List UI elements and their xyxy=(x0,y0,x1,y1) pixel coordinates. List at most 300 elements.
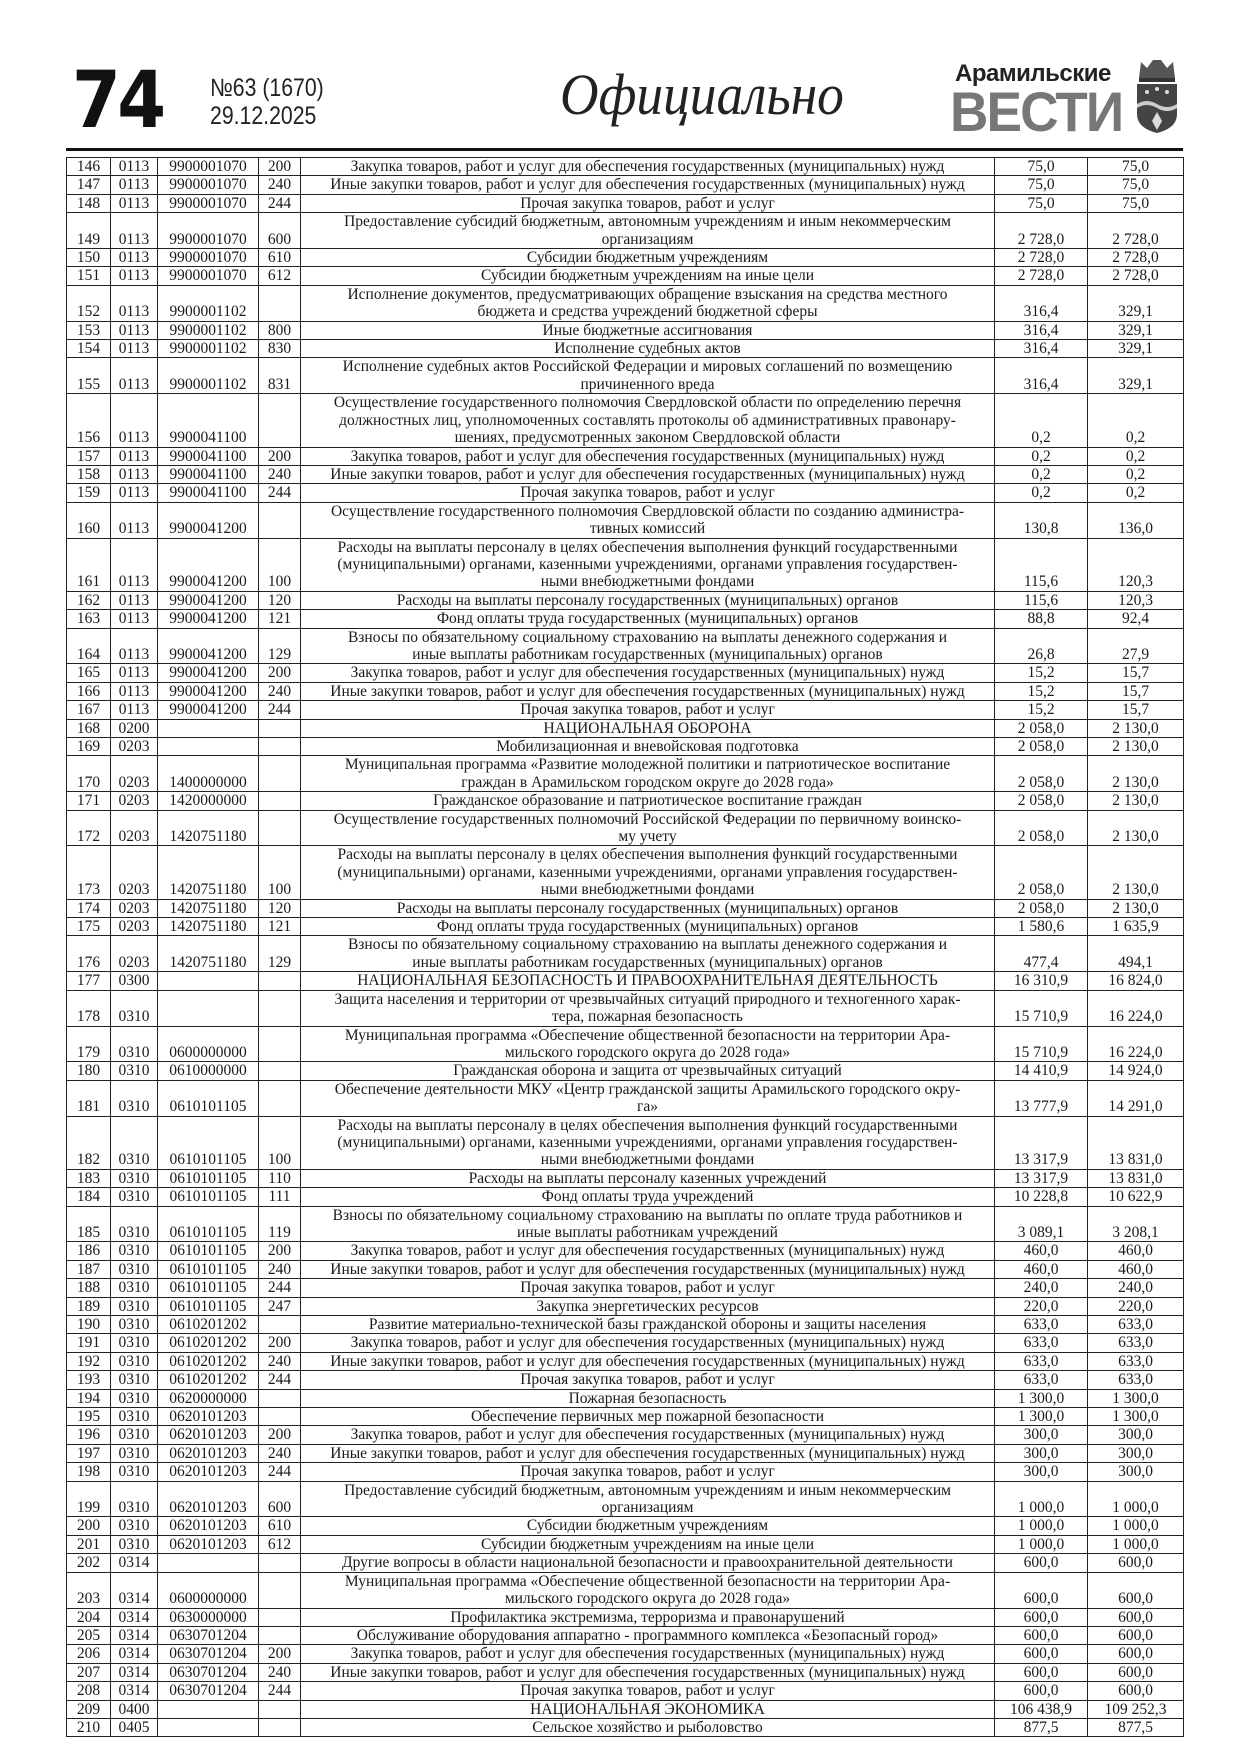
row-number: 161 xyxy=(67,538,111,591)
amount-year-2: 600,0 xyxy=(1088,1682,1184,1700)
table-row xyxy=(67,321,1184,339)
target-code: 9900041200 xyxy=(158,664,259,682)
row-number: 146 xyxy=(67,158,111,176)
description: Расходы на выплаты персоналу в целях обеспечения выполнения функций государственными (муниципальными) органами, казенными учреждениями, органами управления государствен- ными внебюджетными фондами xyxy=(301,846,995,899)
section-code: 0113 xyxy=(111,610,158,628)
description: Прочая закупка товаров, работ и услуг xyxy=(301,1682,995,1700)
table-row xyxy=(67,1444,1184,1462)
table-row xyxy=(67,1316,1184,1334)
description: Прочая закупка товаров, работ и услуг xyxy=(301,1463,995,1481)
row-number: 196 xyxy=(67,1426,111,1444)
expense-type: 129 xyxy=(259,628,301,664)
expense-type xyxy=(259,1026,301,1062)
target-code: 9900001070 xyxy=(158,213,259,249)
amount-year-1: 460,0 xyxy=(995,1242,1088,1260)
expense-type: 830 xyxy=(259,340,301,358)
description: Иные бюджетные ассигнования xyxy=(301,321,995,339)
amount-year-1: 1 300,0 xyxy=(995,1408,1088,1426)
target-code: 9900001102 xyxy=(158,321,259,339)
target-code: 9900041200 xyxy=(158,502,259,538)
amount-year-1: 300,0 xyxy=(995,1426,1088,1444)
section-code: 0113 xyxy=(111,176,158,194)
target-code xyxy=(158,972,259,990)
target-code: 0610101105 xyxy=(158,1279,259,1297)
table-row xyxy=(67,701,1184,719)
table-row xyxy=(67,1408,1184,1426)
target-code: 1420751180 xyxy=(158,899,259,917)
table-row xyxy=(67,591,1184,609)
section-code: 0310 xyxy=(111,1334,158,1352)
section-code: 0314 xyxy=(111,1608,158,1626)
row-number: 147 xyxy=(67,176,111,194)
description: Фонд оплаты труда государственных (муниципальных) органов xyxy=(301,918,995,936)
expense-type: 200 xyxy=(259,1426,301,1444)
description: Муниципальная программа «Развитие молодежной политики и патриотическое воспитание граждан в Арамильском городском округе до 2028 года» xyxy=(301,756,995,792)
amount-year-1: 15,2 xyxy=(995,701,1088,719)
row-number: 209 xyxy=(67,1700,111,1718)
expense-type: 240 xyxy=(259,1663,301,1681)
target-code: 1420751180 xyxy=(158,810,259,846)
table-row xyxy=(67,1188,1184,1206)
amount-year-2: 600,0 xyxy=(1088,1626,1184,1644)
section-code: 0310 xyxy=(111,1297,158,1315)
amount-year-2: 27,9 xyxy=(1088,628,1184,664)
row-number: 199 xyxy=(67,1481,111,1517)
table-row xyxy=(67,465,1184,483)
table-row xyxy=(67,1718,1184,1736)
table-row xyxy=(67,158,1184,176)
amount-year-2: 16 224,0 xyxy=(1088,990,1184,1026)
row-number: 189 xyxy=(67,1297,111,1315)
description: Муниципальная программа «Обеспечение общественной безопасности на территории Ара- мильского городского округа до 2028 года» xyxy=(301,1026,995,1062)
target-code xyxy=(158,738,259,756)
target-code: 0610101105 xyxy=(158,1188,259,1206)
description: Прочая закупка товаров, работ и услуг xyxy=(301,701,995,719)
table-row xyxy=(67,1116,1184,1169)
amount-year-1: 3 089,1 xyxy=(995,1206,1088,1242)
row-number: 151 xyxy=(67,267,111,285)
section-code: 0310 xyxy=(111,1426,158,1444)
amount-year-1: 600,0 xyxy=(995,1682,1088,1700)
target-code: 0620101203 xyxy=(158,1426,259,1444)
row-number: 200 xyxy=(67,1517,111,1535)
expense-type xyxy=(259,990,301,1026)
description: Обеспечение деятельности МКУ «Центр гражданской защиты Арамильского городского окру- га» xyxy=(301,1080,995,1116)
amount-year-2: 460,0 xyxy=(1088,1260,1184,1278)
expense-type: 111 xyxy=(259,1188,301,1206)
amount-year-1: 2 728,0 xyxy=(995,267,1088,285)
description: Закупка товаров, работ и услуг для обеспечения государственных (муниципальных) нужд xyxy=(301,1645,995,1663)
expense-type xyxy=(259,756,301,792)
expense-type: 244 xyxy=(259,1371,301,1389)
table-row xyxy=(67,1517,1184,1535)
expense-type xyxy=(259,1062,301,1080)
table-row xyxy=(67,1481,1184,1517)
target-code: 9900041200 xyxy=(158,591,259,609)
amount-year-1: 240,0 xyxy=(995,1279,1088,1297)
section-code: 0310 xyxy=(111,1352,158,1370)
description: Предоставление субсидий бюджетным, автономным учреждениям и иным некоммерческим организациям xyxy=(301,213,995,249)
row-number: 169 xyxy=(67,738,111,756)
row-number: 158 xyxy=(67,465,111,483)
amount-year-1: 460,0 xyxy=(995,1260,1088,1278)
target-code: 0620000000 xyxy=(158,1389,259,1407)
amount-year-2: 2 130,0 xyxy=(1088,810,1184,846)
table-row xyxy=(67,738,1184,756)
header-rule xyxy=(66,148,1183,151)
section-code: 0310 xyxy=(111,1481,158,1517)
table-row xyxy=(67,340,1184,358)
description: Закупка энергетических ресурсов xyxy=(301,1297,995,1315)
amount-year-2: 2 130,0 xyxy=(1088,719,1184,737)
table-row xyxy=(67,447,1184,465)
table-row xyxy=(67,194,1184,212)
section-code: 0203 xyxy=(111,756,158,792)
expense-type: 800 xyxy=(259,321,301,339)
target-code: 9900001102 xyxy=(158,340,259,358)
amount-year-1: 300,0 xyxy=(995,1463,1088,1481)
target-code: 0610201202 xyxy=(158,1334,259,1352)
amount-year-2: 2 130,0 xyxy=(1088,756,1184,792)
description: Осуществление государственного полномочия Свердловской области по определению перечня должностных лиц, уполномоченных составлять протоколы об административных правонару- шениях, предусмотренных законом Свердловской области xyxy=(301,394,995,447)
amount-year-2: 633,0 xyxy=(1088,1352,1184,1370)
table-row xyxy=(67,719,1184,737)
row-number: 155 xyxy=(67,358,111,394)
section-code: 0113 xyxy=(111,394,158,447)
description: Расходы на выплаты персоналу в целях обеспечения выполнения функций государственными (муниципальными) органами, казенными учреждениями, органами управления государствен- ными внебюджетными фондами xyxy=(301,538,995,591)
section-code: 0310 xyxy=(111,1242,158,1260)
amount-year-1: 2 058,0 xyxy=(995,738,1088,756)
row-number: 180 xyxy=(67,1062,111,1080)
amount-year-2: 633,0 xyxy=(1088,1334,1184,1352)
row-number: 208 xyxy=(67,1682,111,1700)
section-code: 0314 xyxy=(111,1682,158,1700)
section-code: 0300 xyxy=(111,972,158,990)
section-code: 0113 xyxy=(111,664,158,682)
expense-type: 129 xyxy=(259,936,301,972)
amount-year-2: 1 000,0 xyxy=(1088,1481,1184,1517)
row-number: 171 xyxy=(67,792,111,810)
section-code: 0310 xyxy=(111,1463,158,1481)
amount-year-2: 75,0 xyxy=(1088,194,1184,212)
row-number: 195 xyxy=(67,1408,111,1426)
section-code: 0113 xyxy=(111,158,158,176)
target-code: 0610101105 xyxy=(158,1206,259,1242)
target-code: 0610201202 xyxy=(158,1371,259,1389)
amount-year-1: 600,0 xyxy=(995,1626,1088,1644)
description: Закупка товаров, работ и услуг для обеспечения государственных (муниципальных) нужд xyxy=(301,1426,995,1444)
amount-year-2: 75,0 xyxy=(1088,176,1184,194)
section-code: 0203 xyxy=(111,792,158,810)
target-code: 1420751180 xyxy=(158,918,259,936)
target-code: 0620101203 xyxy=(158,1517,259,1535)
description: Иные закупки товаров, работ и услуг для обеспечения государственных (муниципальных) нужд xyxy=(301,465,995,483)
section-code: 0203 xyxy=(111,899,158,917)
amount-year-2: 877,5 xyxy=(1088,1718,1184,1736)
amount-year-2: 600,0 xyxy=(1088,1554,1184,1572)
description: Обслуживание оборудования аппаратно - программного комплекса «Безопасный город» xyxy=(301,1626,995,1644)
table-row xyxy=(67,792,1184,810)
description: Иные закупки товаров, работ и услуг для обеспечения государственных (муниципальных) нужд xyxy=(301,1352,995,1370)
amount-year-2: 2 728,0 xyxy=(1088,267,1184,285)
amount-year-1: 75,0 xyxy=(995,194,1088,212)
row-number: 157 xyxy=(67,447,111,465)
expense-type: 240 xyxy=(259,682,301,700)
table-row xyxy=(67,213,1184,249)
section-code: 0310 xyxy=(111,1444,158,1462)
row-number: 165 xyxy=(67,664,111,682)
section-code: 0203 xyxy=(111,810,158,846)
amount-year-2: 300,0 xyxy=(1088,1444,1184,1462)
row-number: 185 xyxy=(67,1206,111,1242)
expense-type: 244 xyxy=(259,194,301,212)
table-row xyxy=(67,1062,1184,1080)
expense-type: 240 xyxy=(259,176,301,194)
description: Исполнение документов, предусматривающих обращение взыскания на средства местного бюджета и средства учреждений бюджетной сферы xyxy=(301,285,995,321)
expense-type xyxy=(259,1700,301,1718)
row-number: 167 xyxy=(67,701,111,719)
row-number: 174 xyxy=(67,899,111,917)
section-code: 0113 xyxy=(111,701,158,719)
target-code: 9900041100 xyxy=(158,394,259,447)
amount-year-2: 13 831,0 xyxy=(1088,1116,1184,1169)
amount-year-2: 16 224,0 xyxy=(1088,1026,1184,1062)
expense-type: 612 xyxy=(259,1535,301,1553)
amount-year-1: 88,8 xyxy=(995,610,1088,628)
row-number: 163 xyxy=(67,610,111,628)
table-row xyxy=(67,1371,1184,1389)
target-code: 0630701204 xyxy=(158,1663,259,1681)
expense-type: 240 xyxy=(259,1352,301,1370)
row-number: 203 xyxy=(67,1572,111,1608)
row-number: 198 xyxy=(67,1463,111,1481)
section-code: 0113 xyxy=(111,682,158,700)
table-row xyxy=(67,1535,1184,1553)
amount-year-1: 15 710,9 xyxy=(995,1026,1088,1062)
target-code: 9900041200 xyxy=(158,682,259,700)
amount-year-1: 15,2 xyxy=(995,682,1088,700)
amount-year-1: 1 000,0 xyxy=(995,1517,1088,1535)
row-number: 192 xyxy=(67,1352,111,1370)
table-row xyxy=(67,1572,1184,1608)
amount-year-2: 0,2 xyxy=(1088,394,1184,447)
amount-year-1: 877,5 xyxy=(995,1718,1088,1736)
amount-year-1: 633,0 xyxy=(995,1334,1088,1352)
expense-type xyxy=(259,1316,301,1334)
target-code: 0610201202 xyxy=(158,1352,259,1370)
amount-year-2: 300,0 xyxy=(1088,1426,1184,1444)
amount-year-1: 600,0 xyxy=(995,1572,1088,1608)
target-code xyxy=(158,1554,259,1572)
amount-year-2: 240,0 xyxy=(1088,1279,1184,1297)
amount-year-2: 136,0 xyxy=(1088,502,1184,538)
table-row xyxy=(67,285,1184,321)
amount-year-2: 0,2 xyxy=(1088,447,1184,465)
target-code: 0620101203 xyxy=(158,1535,259,1553)
row-number: 170 xyxy=(67,756,111,792)
row-number: 210 xyxy=(67,1718,111,1736)
section-code: 0203 xyxy=(111,846,158,899)
expense-type xyxy=(259,1389,301,1407)
section-code: 0310 xyxy=(111,990,158,1026)
amount-year-1: 1 000,0 xyxy=(995,1481,1088,1517)
amount-year-1: 0,2 xyxy=(995,484,1088,502)
expense-type: 247 xyxy=(259,1297,301,1315)
coat-of-arms-icon xyxy=(1133,58,1181,134)
description: Муниципальная программа «Обеспечение общественной безопасности на территории Ара- мильского городского округа до 2028 года» xyxy=(301,1572,995,1608)
expense-type: 200 xyxy=(259,1334,301,1352)
amount-year-2: 0,2 xyxy=(1088,465,1184,483)
description: Предоставление субсидий бюджетным, автономным учреждениям и иным некоммерческим организациям xyxy=(301,1481,995,1517)
description: Иные закупки товаров, работ и услуг для обеспечения государственных (муниципальных) нужд xyxy=(301,176,995,194)
table-row xyxy=(67,1426,1184,1444)
expense-type: 240 xyxy=(259,465,301,483)
description: Гражданская оборона и защита от чрезвычайных ситуаций xyxy=(301,1062,995,1080)
amount-year-1: 115,6 xyxy=(995,591,1088,609)
description: Субсидии бюджетным учреждениям xyxy=(301,249,995,267)
amount-year-2: 16 824,0 xyxy=(1088,972,1184,990)
row-number: 184 xyxy=(67,1188,111,1206)
expense-type: 244 xyxy=(259,484,301,502)
amount-year-2: 329,1 xyxy=(1088,285,1184,321)
target-code: 9900041200 xyxy=(158,628,259,664)
description: Расходы на выплаты персоналу государственных (муниципальных) органов xyxy=(301,591,995,609)
amount-year-2: 15,7 xyxy=(1088,701,1184,719)
table-row xyxy=(67,1242,1184,1260)
page-number: 74 xyxy=(72,56,163,146)
target-code: 9900001102 xyxy=(158,285,259,321)
row-number: 187 xyxy=(67,1260,111,1278)
expense-type xyxy=(259,972,301,990)
section-code: 0113 xyxy=(111,285,158,321)
description: Пожарная безопасность xyxy=(301,1389,995,1407)
target-code: 9900041100 xyxy=(158,447,259,465)
section-code: 0113 xyxy=(111,502,158,538)
section-code: 0113 xyxy=(111,194,158,212)
description: Закупка товаров, работ и услуг для обеспечения государственных (муниципальных) нужд xyxy=(301,158,995,176)
row-number: 191 xyxy=(67,1334,111,1352)
section-code: 0113 xyxy=(111,358,158,394)
amount-year-1: 2 058,0 xyxy=(995,719,1088,737)
expense-type xyxy=(259,1572,301,1608)
table-row xyxy=(67,1297,1184,1315)
table-row xyxy=(67,484,1184,502)
amount-year-1: 316,4 xyxy=(995,321,1088,339)
description: Взносы по обязательному социальному страхованию на выплаты по оплате труда работников и иные выплаты работникам учреждений xyxy=(301,1206,995,1242)
table-row xyxy=(67,1554,1184,1572)
amount-year-2: 2 130,0 xyxy=(1088,846,1184,899)
section-code: 0310 xyxy=(111,1535,158,1553)
target-code: 0610101105 xyxy=(158,1260,259,1278)
description: Профилактика экстремизма, терроризма и правонарушений xyxy=(301,1608,995,1626)
amount-year-2: 600,0 xyxy=(1088,1608,1184,1626)
target-code: 0620101203 xyxy=(158,1463,259,1481)
amount-year-2: 220,0 xyxy=(1088,1297,1184,1315)
expense-type: 244 xyxy=(259,1682,301,1700)
issue-info xyxy=(210,74,324,130)
section-code: 0113 xyxy=(111,591,158,609)
table-row xyxy=(67,1700,1184,1718)
amount-year-2: 1 635,9 xyxy=(1088,918,1184,936)
target-code: 0610201202 xyxy=(158,1316,259,1334)
description: Взносы по обязательному социальному страхованию на выплаты денежного содержания и иные выплаты работникам государственных (муниципальных) органов xyxy=(301,628,995,664)
amount-year-2: 1 300,0 xyxy=(1088,1408,1184,1426)
target-code: 0610101105 xyxy=(158,1169,259,1187)
amount-year-2: 15,7 xyxy=(1088,682,1184,700)
expense-type: 100 xyxy=(259,538,301,591)
row-number: 202 xyxy=(67,1554,111,1572)
target-code: 9900041200 xyxy=(158,538,259,591)
expense-type: 121 xyxy=(259,610,301,628)
target-code xyxy=(158,719,259,737)
expense-type: 121 xyxy=(259,918,301,936)
section-title: Официально xyxy=(560,62,844,127)
amount-year-1: 2 058,0 xyxy=(995,810,1088,846)
description: Гражданское образование и патриотическое воспитание граждан xyxy=(301,792,995,810)
section-code: 0310 xyxy=(111,1026,158,1062)
description: НАЦИОНАЛЬНАЯ ОБОРОНА xyxy=(301,719,995,737)
amount-year-1: 633,0 xyxy=(995,1371,1088,1389)
table-row xyxy=(67,249,1184,267)
expense-type xyxy=(259,502,301,538)
amount-year-2: 300,0 xyxy=(1088,1463,1184,1481)
section-code: 0310 xyxy=(111,1260,158,1278)
target-code xyxy=(158,1718,259,1736)
expense-type xyxy=(259,738,301,756)
section-code: 0200 xyxy=(111,719,158,737)
description: Иные закупки товаров, работ и услуг для обеспечения государственных (муниципальных) нужд xyxy=(301,1260,995,1278)
section-code: 0314 xyxy=(111,1663,158,1681)
section-code: 0113 xyxy=(111,321,158,339)
row-number: 188 xyxy=(67,1279,111,1297)
description: Мобилизационная и вневойсковая подготовка xyxy=(301,738,995,756)
row-number: 166 xyxy=(67,682,111,700)
expense-type xyxy=(259,394,301,447)
section-code: 0310 xyxy=(111,1279,158,1297)
row-number: 206 xyxy=(67,1645,111,1663)
section-code: 0310 xyxy=(111,1188,158,1206)
target-code: 0610101105 xyxy=(158,1116,259,1169)
amount-year-1: 13 317,9 xyxy=(995,1116,1088,1169)
description: Прочая закупка товаров, работ и услуг xyxy=(301,1279,995,1297)
amount-year-2: 13 831,0 xyxy=(1088,1169,1184,1187)
table-row xyxy=(67,1206,1184,1242)
row-number: 156 xyxy=(67,394,111,447)
expense-type: 610 xyxy=(259,1517,301,1535)
description: Развитие материально-технической базы гражданской обороны и защиты населения xyxy=(301,1316,995,1334)
target-code: 9900041200 xyxy=(158,610,259,628)
section-code: 0310 xyxy=(111,1408,158,1426)
amount-year-1: 10 228,8 xyxy=(995,1188,1088,1206)
amount-year-2: 92,4 xyxy=(1088,610,1184,628)
target-code: 0620101203 xyxy=(158,1408,259,1426)
amount-year-2: 2 728,0 xyxy=(1088,249,1184,267)
expense-type xyxy=(259,1626,301,1644)
description: Фонд оплаты труда учреждений xyxy=(301,1188,995,1206)
table-row xyxy=(67,1080,1184,1116)
amount-year-1: 16 310,9 xyxy=(995,972,1088,990)
expense-type: 600 xyxy=(259,1481,301,1517)
description: Другие вопросы в области национальной безопасности и правоохранительной деятельности xyxy=(301,1554,995,1572)
expense-type: 612 xyxy=(259,267,301,285)
row-number: 153 xyxy=(67,321,111,339)
amount-year-2: 2 130,0 xyxy=(1088,738,1184,756)
target-code: 9900041100 xyxy=(158,484,259,502)
section-code: 0113 xyxy=(111,484,158,502)
description: Закупка товаров, работ и услуг для обеспечения государственных (муниципальных) нужд xyxy=(301,1242,995,1260)
description: Субсидии бюджетным учреждениям xyxy=(301,1517,995,1535)
section-code: 0400 xyxy=(111,1700,158,1718)
